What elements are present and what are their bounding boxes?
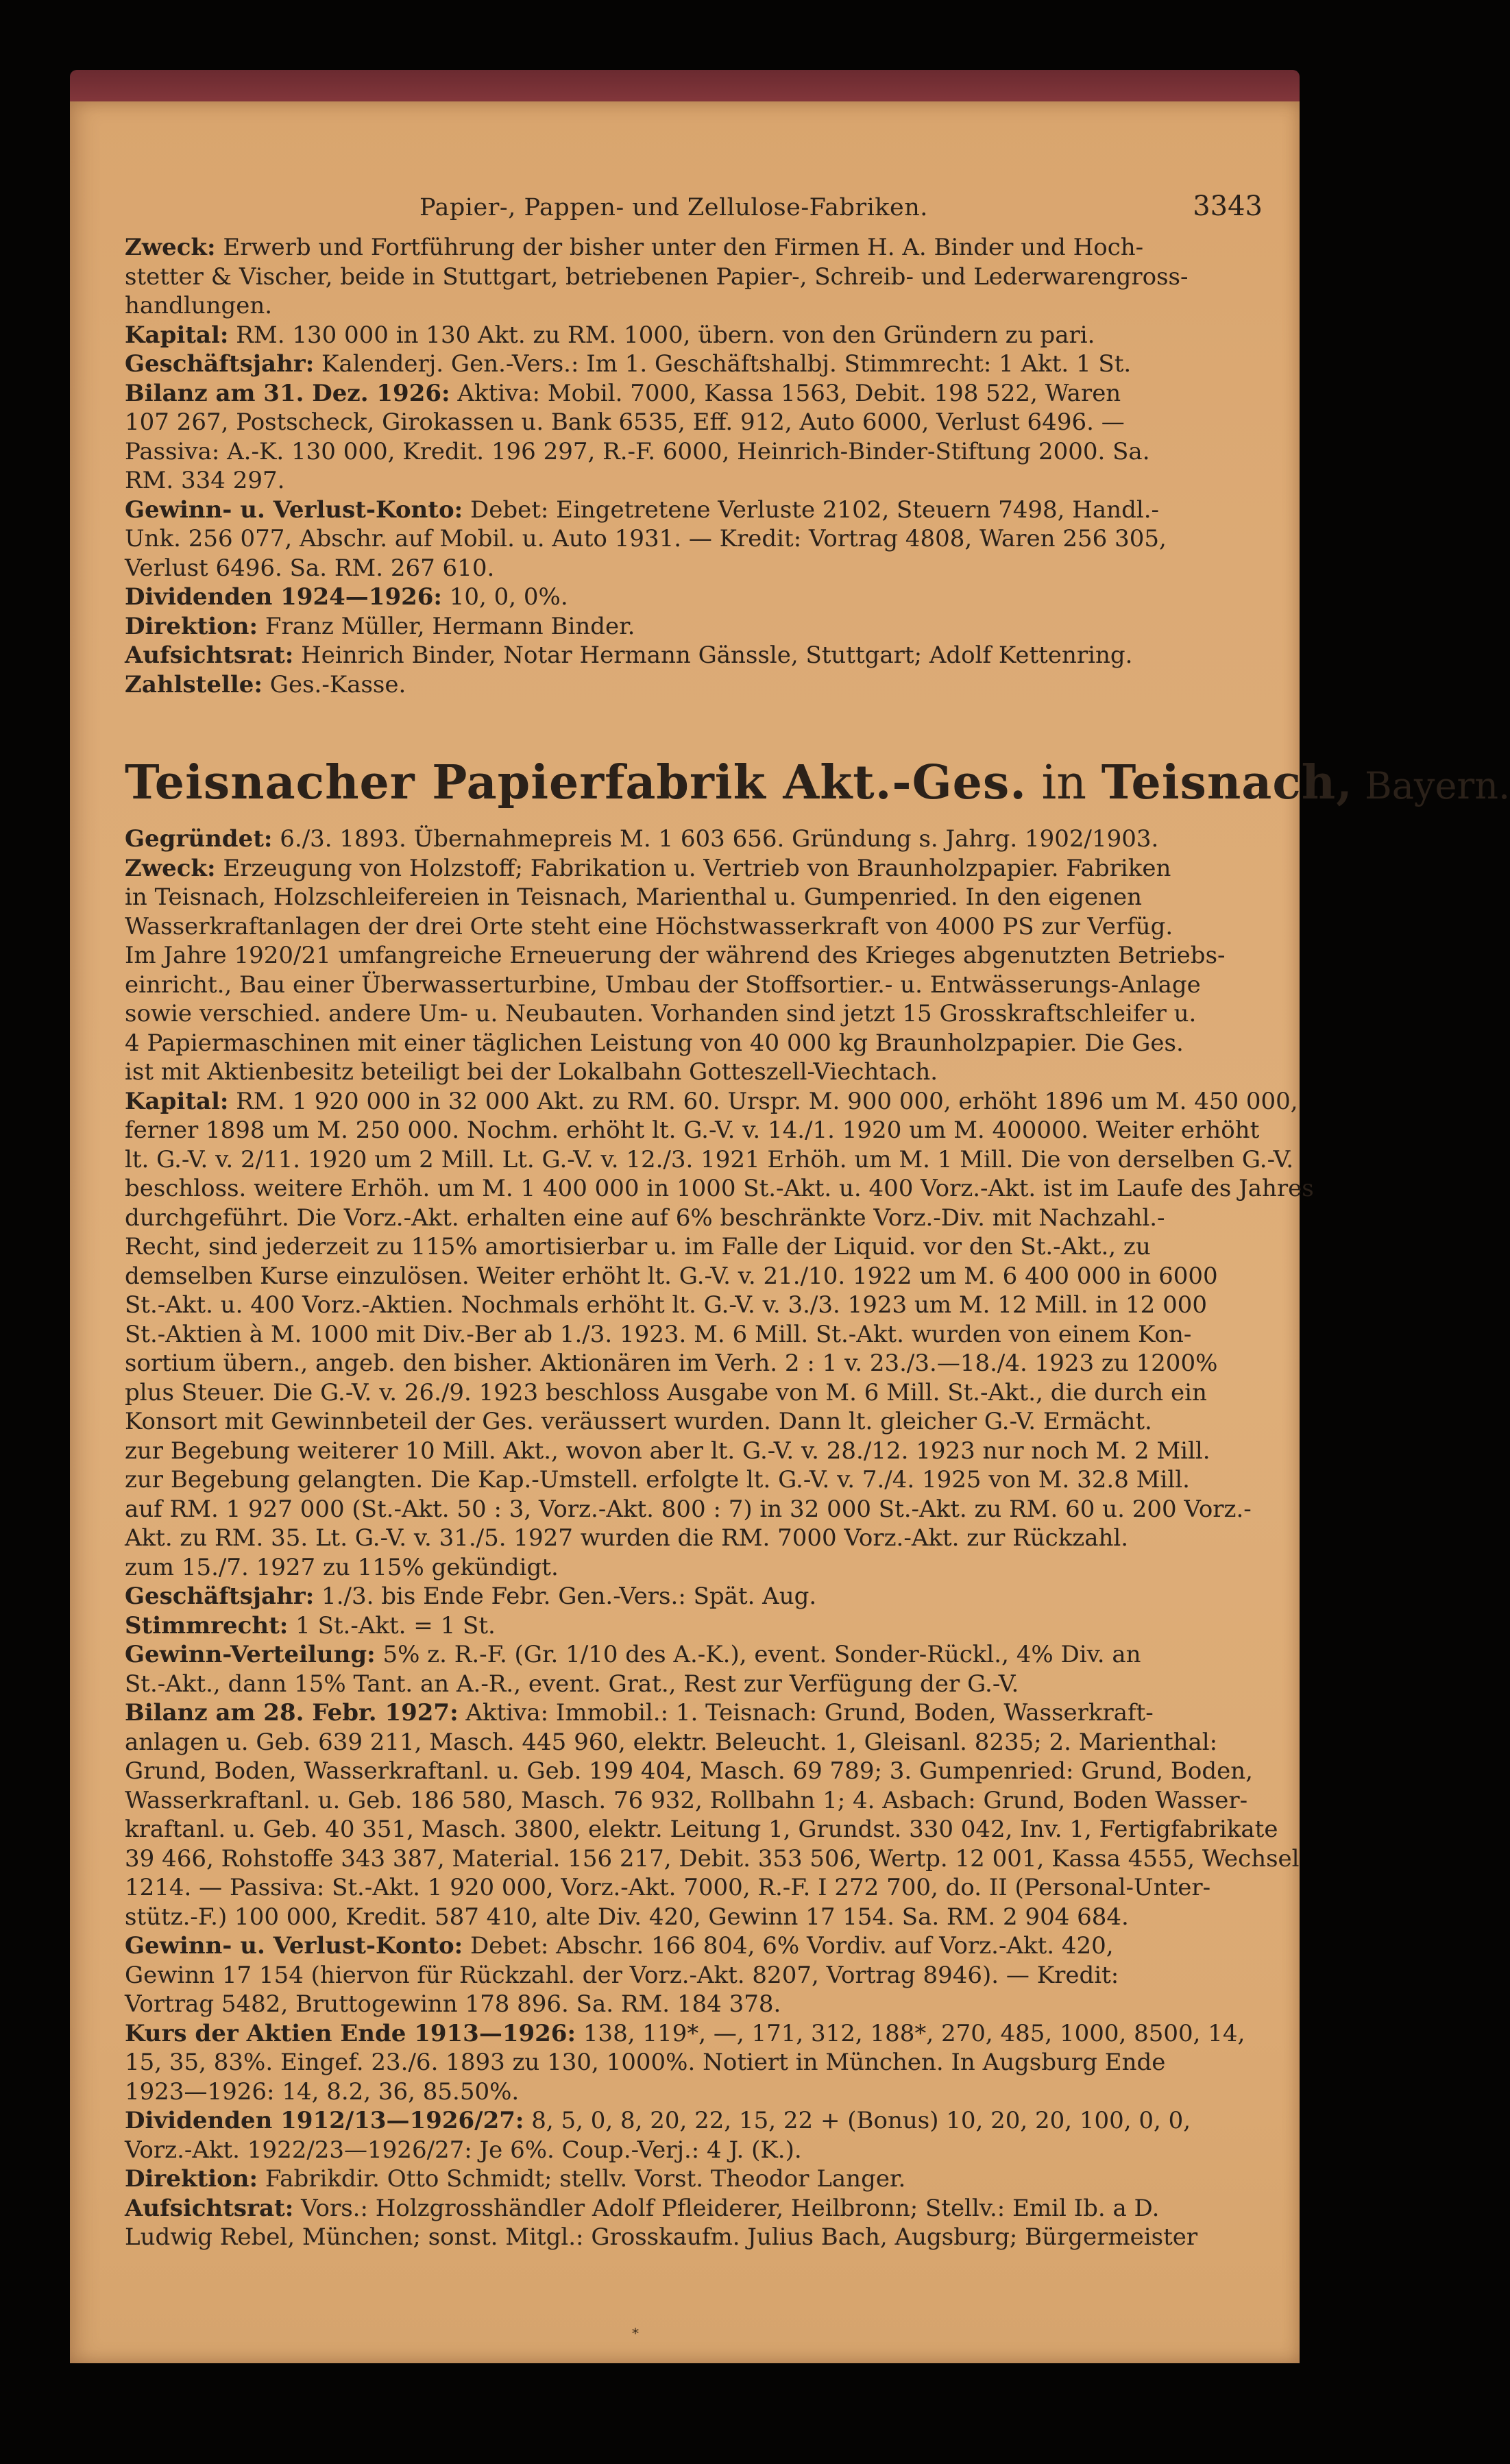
text-line (125, 1495, 1263, 1524)
field-text: Gewinn 17 154 (hiervon für Rückzahl. der Vorz.-Akt. 8207, Vortrag 8946). — Kredit: (125, 1961, 1119, 1989)
text-line (125, 1029, 1263, 1058)
text-line (125, 2106, 1263, 2136)
field-text: Ges.-Kasse. (262, 670, 406, 698)
field-label: Aufsichtsrat: (125, 2194, 294, 2222)
field-text: Konsort mit Gewinnbeteil der Ges. veräussert wurden. Dann lt. gleicher G.-V. Ermächt. (125, 1408, 1152, 1435)
field-text: Verlust 6496. Sa. RM. 267 610. (125, 554, 495, 582)
text-line (125, 2194, 1263, 2223)
text-line (125, 1786, 1263, 1816)
field-text: 4 Papiermaschinen mit einer täglichen Leistung von 40 000 kg Braunholzpapier. Die Ges. (125, 1029, 1184, 1057)
text-line (125, 612, 1263, 642)
field-text: Debet: Abschr. 166 804, 6% Vordiv. auf Vorz.-Akt. 420, (463, 1932, 1114, 1960)
text-line (125, 1757, 1263, 1786)
field-text: Vortrag 5482, Bruttogewinn 178 896. Sa. RM. 184 378. (125, 1990, 781, 2018)
text-line (125, 1728, 1263, 1757)
section-heading (125, 754, 1510, 815)
field-label: Kapital: (125, 1087, 229, 1115)
text-line (125, 233, 1263, 263)
field-text: Aktiva: Immobil.: 1. Teisnach: Grund, Boden, Wasserkraft- (458, 1699, 1154, 1727)
field-text: Wasserkraftanl. u. Geb. 186 580, Masch. 76 932, Rollbahn 1; 4. Asbach: Grund, Boden Wasser- (125, 1786, 1248, 1814)
field-text: RM. 334 297. (125, 467, 285, 494)
page-content (125, 191, 1510, 2252)
text-line (125, 1815, 1278, 1844)
text-line (125, 1378, 1263, 1408)
text-line (125, 1931, 1263, 1961)
field-text: Erwerb und Fortführung der bisher unter den Firmen H. A. Binder und Hoch- (215, 234, 1144, 261)
field-text: Erzeugung von Holzstoff; Fabrikation u. Vertrieb von Braunholzpapier. Fabriken (215, 854, 1171, 882)
field-text: ist mit Aktienbesitz beteiligt bei der Lokalbahn Gotteszell-Viechtach. (125, 1058, 938, 1086)
text-line (125, 1553, 1263, 1583)
field-text: Recht, sind jederzeit zu 115% amortisierbar u. im Falle der Liquid. vor den St.-Akt., zu (125, 1233, 1151, 1260)
field-label: Gewinn-Verteilung: (125, 1641, 376, 1668)
text-line (125, 1961, 1263, 1990)
text-line (125, 1524, 1263, 1553)
field-text: Heinrich Binder, Notar Hermann Gänssle, Stuttgart; Adolf Kettenring. (293, 642, 1133, 669)
field-label: Geschäftsjahr: (125, 1583, 315, 1610)
book-page (70, 101, 1510, 2363)
field-text: Unk. 256 077, Abschr. auf Mobil. u. Auto 1931. — Kredit: Vortrag 4808, Waren 256 305, (125, 525, 1167, 552)
field-text: lt. G.-V. v. 2/11. 1920 um 2 Mill. Lt. G.-V. v. 12./3. 1921 Erhöh. um M. 1 Mill. Die von derselben G.-V. (125, 1145, 1294, 1173)
field-text: stütz.-F.) 100 000, Kredit. 587 410, alte Div. 420, Gewinn 17 154. Sa. RM. 2 904 684. (125, 1903, 1129, 1931)
field-text: Passiva: A.-K. 130 000, Kredit. 196 297, R.-F. 6000, Heinrich-Binder-Stiftung 2000. Sa. (125, 437, 1150, 465)
field-label: Direktion: (125, 612, 258, 640)
field-text: St.-Akt., dann 15% Tant. an A.-R., event. Grat., Rest zur Verfügung der G.-V. (125, 1670, 1019, 1698)
text-line (125, 1174, 1314, 1204)
field-text: Vors.: Holzgrosshändler Adolf Pfleiderer, Heilbronn; Stellv.: Emil Ib. a D. (293, 2194, 1160, 2222)
text-line (125, 2136, 1263, 2165)
field-text: RM. 130 000 in 130 Akt. zu RM. 1000, übern. von den Gründern zu pari. (228, 321, 1095, 349)
field-text: Grund, Boden, Wasserkraftanl. u. Geb. 199 404, Masch. 69 789; 3. Gumpenried: Grund, Boden, (125, 1757, 1253, 1785)
field-label: Direktion: (125, 2165, 258, 2193)
field-text: ferner 1898 um M. 250 000. Nochm. erhöht lt. G.-V. v. 14./1. 1920 um M. 400000. Weiter erhöht (125, 1117, 1260, 1144)
text-line (125, 1844, 1300, 1874)
field-text: 1214. — Passiva: St.-Akt. 1 920 000, Vorz.-Akt. 7000, R.-F. I 272 700, do. II (Personal-Unter- (125, 1874, 1211, 1901)
text-line (125, 1087, 1298, 1117)
text-line (125, 583, 1263, 612)
section-gap (125, 699, 1263, 747)
field-text: Aktiva: Mobil. 7000, Kassa 1563, Debit. 198 522, Waren (450, 379, 1121, 407)
field-text: Kalenderj. Gen.-Vers.: Im 1. Geschäftshalbj. Stimmrecht: 1 Akt. 1 St. (314, 350, 1132, 378)
company-region: Bayern. (1352, 764, 1510, 807)
text-line (125, 1232, 1263, 1262)
field-label: Bilanz am 28. Febr. 1927: (125, 1699, 459, 1727)
text-line (125, 291, 1263, 321)
running-head (125, 191, 1263, 222)
heading-in: in (1026, 756, 1101, 810)
field-text: Wasserkraftanlagen der drei Orte steht eine Höchstwasserkraft von 4000 PS zur Verfüg. (125, 912, 1173, 940)
text-line (125, 1320, 1263, 1350)
field-label: Gewinn- u. Verlust-Konto: (125, 496, 463, 524)
field-label: Aufsichtsrat: (125, 642, 294, 669)
field-text: zum 15./7. 1927 zu 115% gekündigt. (125, 1553, 559, 1581)
field-label: Stimmrecht: (125, 1611, 289, 1639)
field-text: 1./3. bis Ende Febr. Gen.-Vers.: Spät. Aug. (314, 1583, 817, 1610)
text-line (125, 641, 1263, 670)
text-line (125, 670, 1263, 700)
text-line (125, 854, 1263, 883)
text-line (125, 350, 1263, 379)
field-label: Zweck: (125, 234, 216, 261)
text-line (125, 1990, 1263, 2019)
field-text: zur Begebung gelangten. Die Kap.-Umstell. erfolgte lt. G.-V. v. 7./4. 1925 von M. 32.8 Mill. (125, 1466, 1190, 1493)
text-line (125, 2223, 1263, 2252)
company-place: Teisnach, (1101, 755, 1353, 810)
text-line (125, 263, 1263, 292)
field-label: Kurs der Aktien Ende 1913—1926: (125, 2019, 576, 2047)
text-line (125, 2048, 1263, 2077)
field-label: Gegründet: (125, 825, 273, 853)
field-text: St.-Akt. u. 400 Vorz.-Aktien. Nochmals erhöht lt. G.-V. v. 3./3. 1923 um M. 12 Mill. in 12 000 (125, 1291, 1207, 1319)
field-label: Geschäftsjahr: (125, 350, 315, 378)
field-text: durchgeführt. Die Vorz.-Akt. erhalten eine auf 6% beschränkte Vorz.-Div. mit Nachzahl.- (125, 1204, 1165, 1232)
company-name: Teisnacher Papierfabrik Akt.-Ges. (125, 755, 1027, 810)
field-text: demselben Kurse einzulösen. Weiter erhöht lt. G.-V. v. 21./10. 1922 um M. 6 400 000 in 6000 (125, 1262, 1218, 1290)
text-line (125, 466, 1263, 496)
field-text: Im Jahre 1920/21 umfangreiche Erneuerung der während des Krieges abgenutzten Betriebs- (125, 942, 1226, 969)
field-label: Kapital: (125, 321, 229, 349)
text-line (125, 1465, 1263, 1495)
text-line (125, 2164, 1263, 2194)
text-line (125, 1582, 1263, 1611)
field-label: Dividenden 1924—1926: (125, 583, 442, 611)
text-line (125, 437, 1263, 467)
text-line (125, 1116, 1263, 1145)
text-line (125, 1291, 1263, 1320)
field-label: Bilanz am 31. Dez. 1926: (125, 379, 450, 407)
field-text: 107 267, Postscheck, Girokassen u. Bank 6535, Eff. 912, Auto 6000, Verlust 6496. — (125, 408, 1125, 436)
field-label: Gewinn- u. Verlust-Konto: (125, 1932, 463, 1960)
running-title: Papier-, Pappen- und Zellulose-Fabriken. (419, 194, 928, 221)
field-text: RM. 1 920 000 in 32 000 Akt. zu RM. 60. Urspr. M. 900 000, erhöht 1896 um M. 450 000, (228, 1087, 1298, 1115)
field-text: anlagen u. Geb. 639 211, Masch. 445 960, elektr. Beleucht. 1, Gleisanl. 8235; 2. Marienthal: (125, 1728, 1218, 1756)
text-line (125, 408, 1263, 437)
text-line (125, 554, 1263, 583)
field-label: Dividenden 1912/13—1926/27: (125, 2107, 524, 2134)
field-text: 5% z. R.-F. (Gr. 1/10 des A.-K.), event. Sonder-Rückl., 4% Div. an (375, 1641, 1141, 1668)
field-text: 6./3. 1893. Übernahmepreis M. 1 603 656. Gründung s. Jahrg. 1902/1903. (272, 825, 1159, 853)
text-line (125, 941, 1263, 971)
field-text: kraftanl. u. Geb. 40 351, Masch. 3800, elektr. Leitung 1, Grundst. 330 042, Inv. 1, Fertigfabrikate (125, 1816, 1278, 1843)
field-text: auf RM. 1 927 000 (St.-Akt. 50 : 3, Vorz.-Akt. 800 : 7) in 32 000 St.-Akt. zu RM. 60 u. 200 Vorz.- (125, 1495, 1252, 1523)
field-text: 8, 5, 0, 8, 20, 22, 15, 22 + (Bonus) 10, 20, 20, 100, 0, 0, (524, 2107, 1191, 2134)
field-text: Franz Müller, Hermann Binder. (258, 612, 635, 640)
text-line (125, 1058, 1263, 1087)
field-text: zur Begebung weiterer 10 Mill. Akt., wovon aber lt. G.-V. v. 28./12. 1923 nur noch M. 2 Mill. (125, 1437, 1210, 1465)
field-text: handlungen. (125, 292, 273, 319)
text-line (125, 524, 1263, 554)
text-line (125, 379, 1263, 408)
text-line (125, 1670, 1263, 1699)
text-line (125, 1873, 1263, 1903)
field-text: sowie verschied. andere Um- u. Neubauten. Vorhanden sind jetzt 15 Grosskraftschleifer u. (125, 1000, 1197, 1027)
text-line (125, 496, 1263, 525)
field-text: plus Steuer. Die G.-V. v. 26./9. 1923 beschloss Ausgabe von M. 6 Mill. St.-Akt., die durch ein (125, 1378, 1207, 1406)
field-text: 39 466, Rohstoffe 343 387, Material. 156 217, Debit. 353 506, Wertp. 12 001, Kassa 4555, Wechsel (125, 1844, 1300, 1873)
field-label: Zahlstelle: (125, 670, 263, 698)
field-text: sortium übern., angeb. den bisher. Aktionären im Verh. 2 : 1 v. 23./3.—18./4. 1923 zu 1200% (125, 1350, 1218, 1377)
field-text: 10, 0, 0%. (441, 583, 568, 611)
text-line (125, 1204, 1263, 1233)
text-line (125, 2019, 1263, 2049)
text-line (125, 1640, 1263, 1670)
text-line (125, 1349, 1263, 1378)
text-line (125, 1437, 1263, 1466)
field-text: 1 St.-Akt. = 1 St. (288, 1611, 496, 1639)
field-text: einricht., Bau einer Überwasserturbine, Umbau der Stoffsortier.- u. Entwässerungs-Anlage (125, 971, 1201, 999)
text-line (125, 1698, 1263, 1728)
footer-mark: * (632, 2325, 639, 2341)
text-line (125, 1262, 1263, 1291)
field-text: Vorz.-Akt. 1922/23—1926/27: Je 6%. Coup.-Verj.: 4 J. (K.). (125, 2136, 802, 2164)
text-line (125, 1407, 1263, 1437)
text-line (125, 971, 1263, 1000)
page-number: 3343 (1193, 191, 1263, 222)
field-text: Debet: Eingetretene Verluste 2102, Steuern 7498, Handl.- (463, 496, 1160, 524)
entry-binder-hochstetter (125, 233, 1263, 699)
field-text: Fabrikdir. Otto Schmidt; stellv. Vorst. Theodor Langer. (258, 2165, 906, 2193)
field-text: 1923—1926: 14, 8.2, 36, 85.50%. (125, 2077, 520, 2106)
field-text: 138, 119*, —, 171, 312, 188*, 270, 485, 1000, 8500, 14, (576, 2019, 1245, 2047)
text-line (125, 1611, 1263, 1641)
text-line (125, 999, 1263, 1029)
text-line (125, 883, 1263, 912)
text-line (125, 1145, 1294, 1175)
entry-teisnacher-papierfabrik (125, 825, 1314, 2252)
field-text: Akt. zu RM. 35. Lt. G.-V. v. 31./5. 1927 wurden die RM. 7000 Vorz.-Akt. zur Rückzahl. (125, 1524, 1129, 1552)
field-text: St.-Aktien à M. 1000 mit Div.-Ber ab 1./3. 1923. M. 6 Mill. St.-Akt. wurden von einem Kon- (125, 1320, 1192, 1348)
text-line (125, 912, 1263, 942)
text-line (125, 2077, 1263, 2107)
field-text: stetter & Vischer, beide in Stuttgart, betriebenen Papier-, Schreib- und Lederwarengross- (125, 263, 1189, 291)
field-text: 15, 35, 83%. Eingef. 23./6. 1893 zu 130, 1000%. Notiert in München. In Augsburg Ende (125, 2049, 1166, 2076)
text-line (125, 825, 1263, 854)
text-line (125, 1903, 1263, 1932)
field-text: beschloss. weitere Erhöh. um M. 1 400 000 in 1000 St.-Akt. u. 400 Vorz.-Akt. ist im Laufe des Jahres (125, 1175, 1314, 1202)
field-label: Zweck: (125, 854, 216, 882)
field-text: Ludwig Rebel, München; sonst. Mitgl.: Grosskaufm. Julius Bach, Augsburg; Bürgermeister (125, 2223, 1198, 2251)
field-text: in Teisnach, Holzschleifereien in Teisnach, Marienthal u. Gumpenried. In den eigenen (125, 883, 1142, 911)
text-line (125, 321, 1263, 350)
